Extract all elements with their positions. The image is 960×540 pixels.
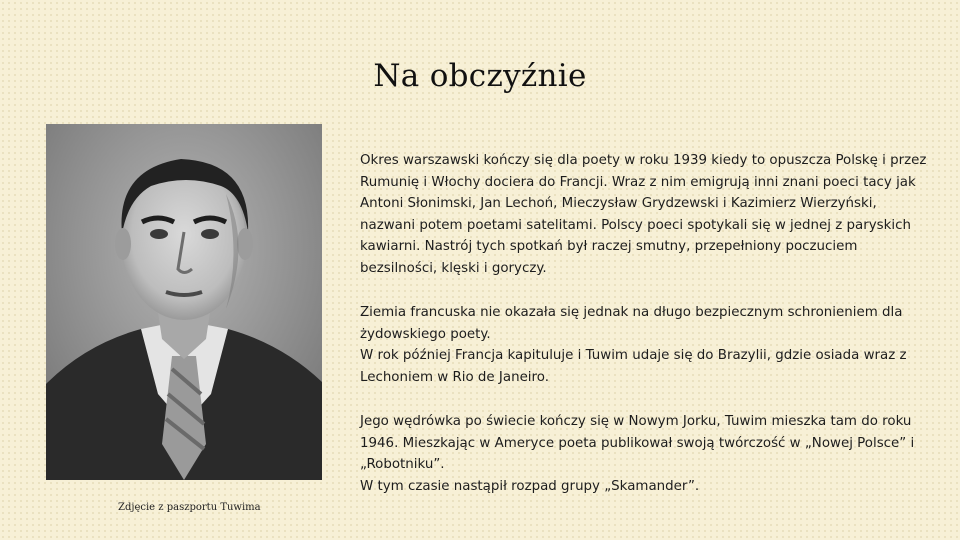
slide-title — [0, 58, 960, 94]
portrait-image — [46, 124, 322, 480]
portrait-photo — [46, 124, 322, 480]
paragraph-2: Ziemia francuska nie okazała się jednak na długo bezpiecznym schronieniem dla żydowskiego poety. W rok później Francja kapituluje i Tuwim udaje się do Brazylii, gdzie osiada wraz z Lechoniem w Rio de Janeiro. — [360, 305, 907, 385]
slide-title-text: Na obczyźnie — [373, 58, 587, 94]
body-text — [360, 150, 930, 520]
paragraph-3: Jego wędrówka po świecie kończy się w Nowym Jorku, Tuwim mieszka tam do roku 1946. Mieszkając w Ameryce poeta publikował swoją twórczość w „Nowej Polsce” i „Robotniku”. W tym czasie nastąpił rozpad grupy „Skamander”. — [360, 414, 915, 494]
photo-caption: Zdjęcie z paszportu Tuwima — [118, 502, 261, 513]
paragraph-1: Okres warszawski kończy się dla poety w roku 1939 kiedy to opuszcza Polskę i przez Rumunię i Włochy dociera do Francji. Wraz z nim emigrują inni znani poeci tacy jak Antoni Słonimski, Jan Lechoń, Mieczysław Grydzewski i Kazimierz Wierzyński, nazwani potem poetami satelitami. Polscy poeci spotykali się w jednej z paryskich kawiarni. Nastrój tych spotkań był raczej smutny, przepełniony poczuciem bezsilności, klęski i goryczy. — [360, 153, 927, 276]
